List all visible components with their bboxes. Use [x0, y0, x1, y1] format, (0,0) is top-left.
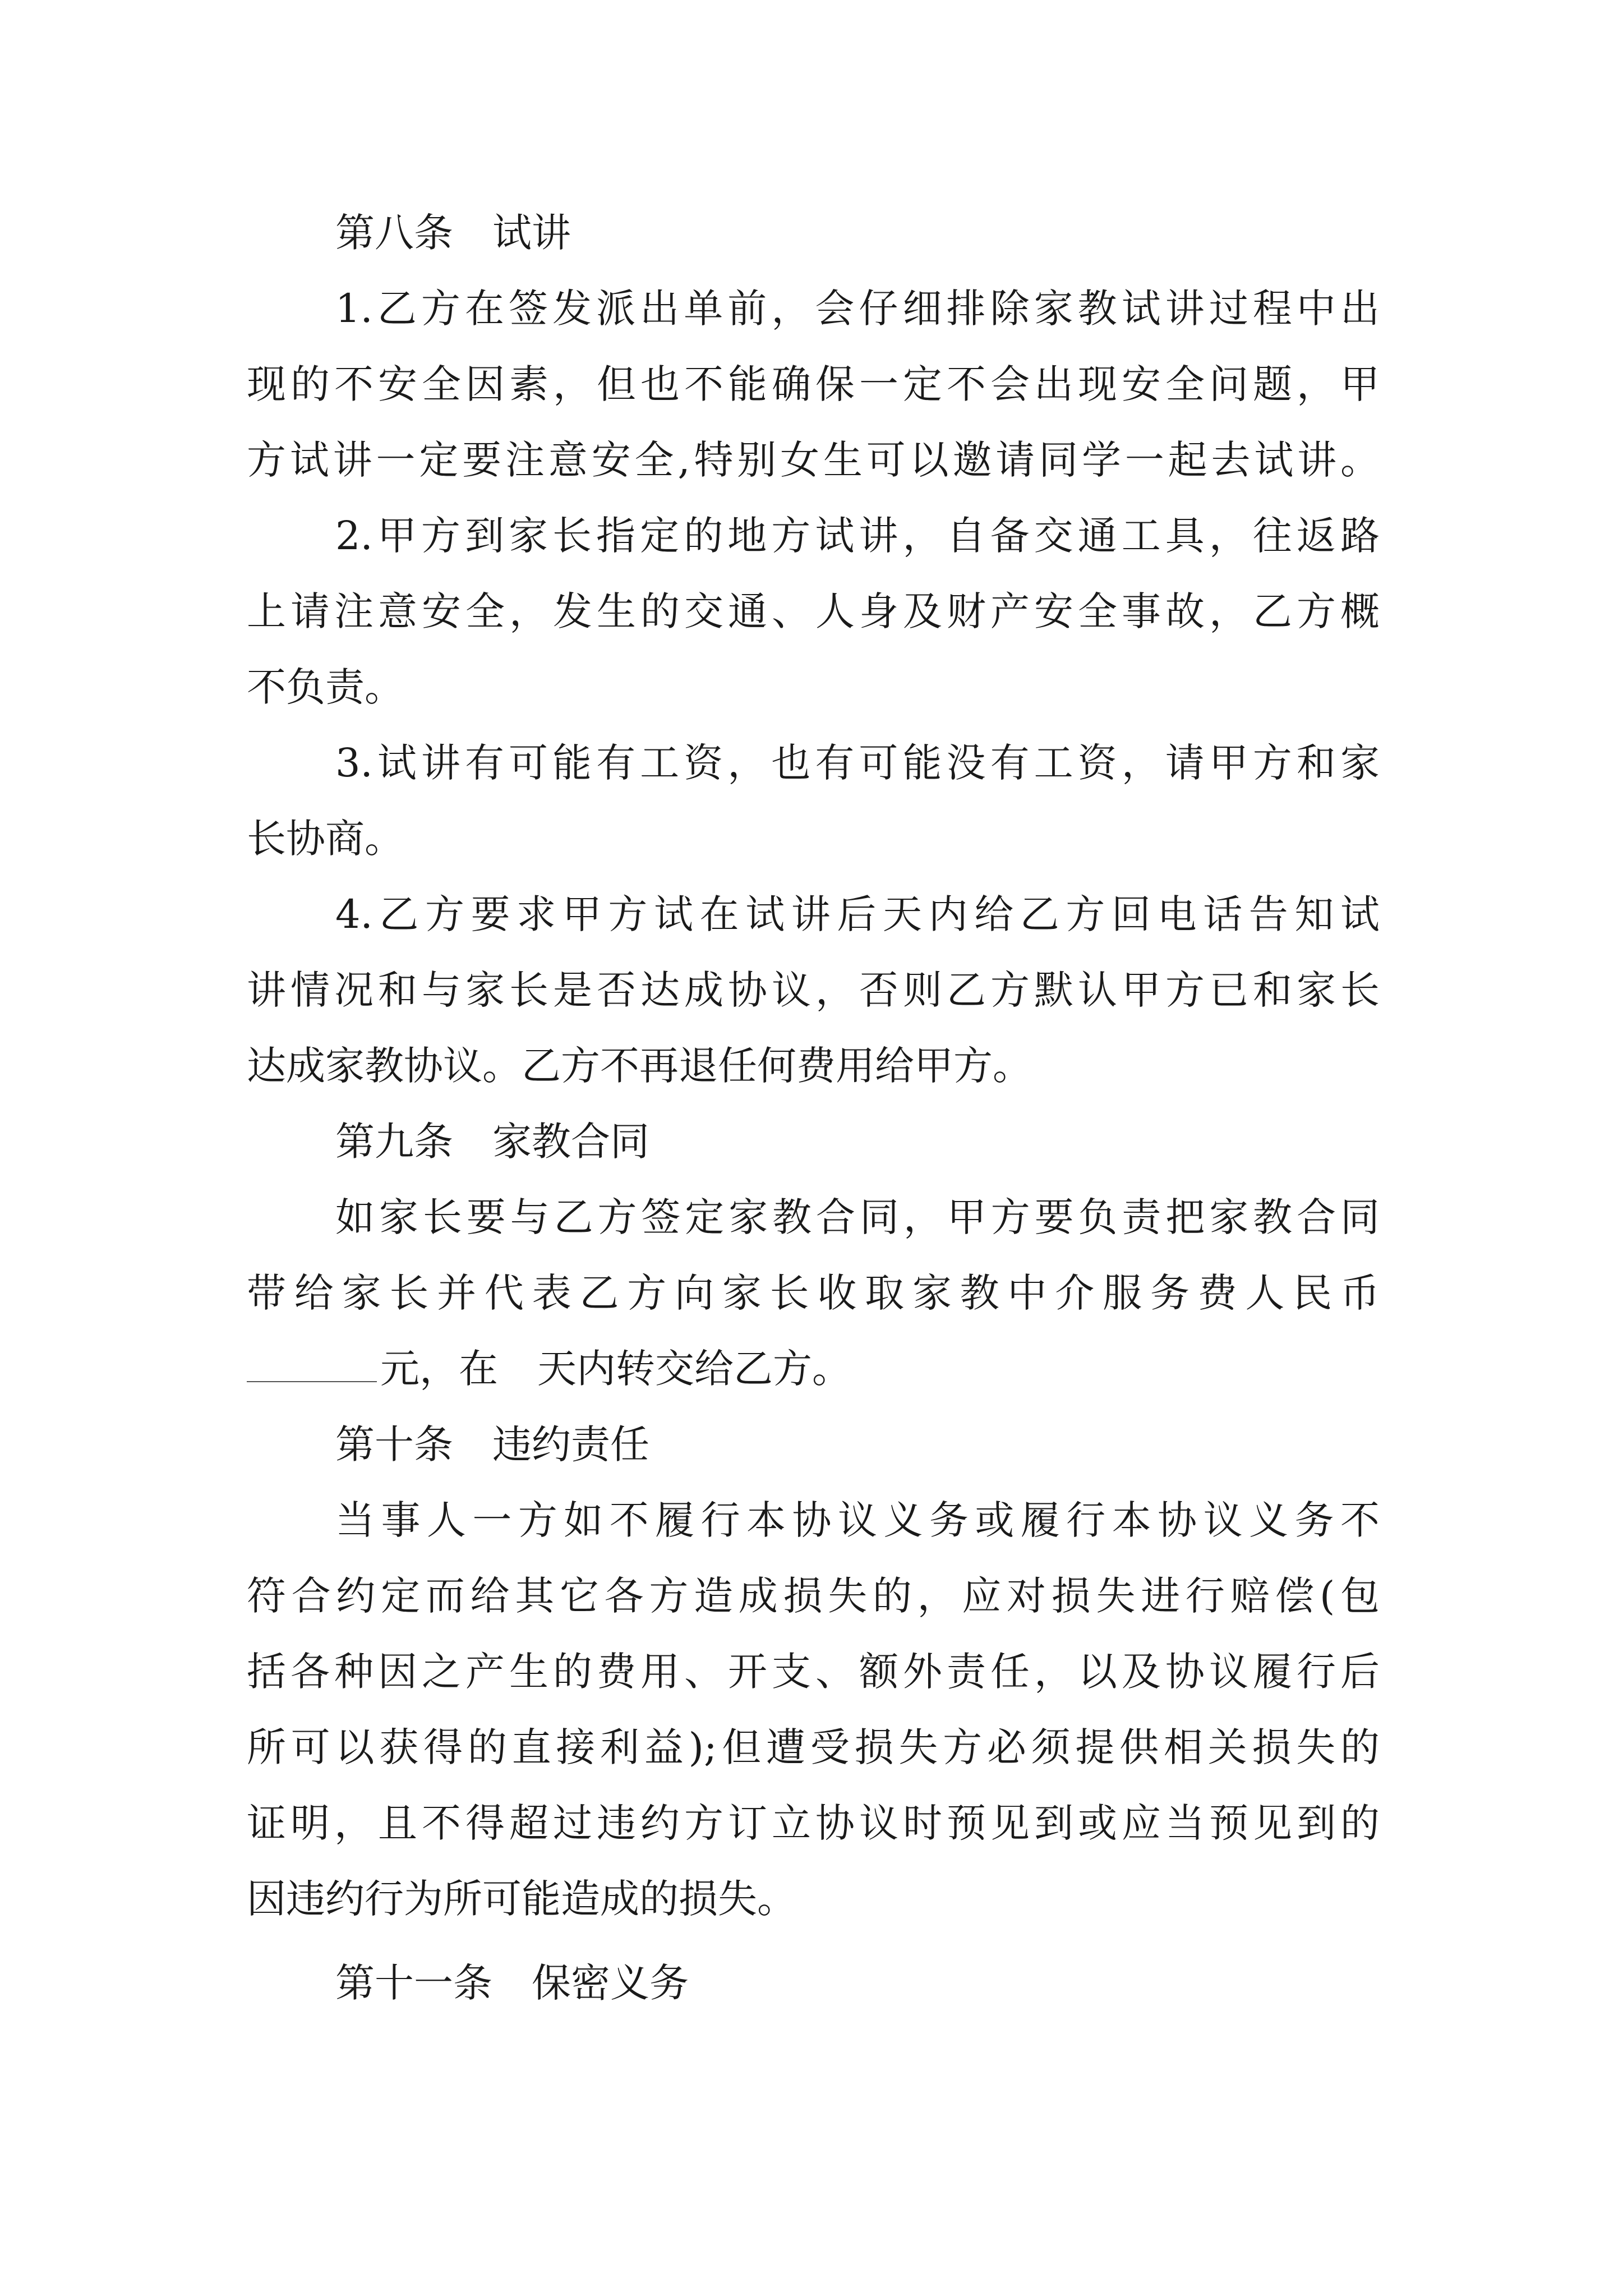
article-8-item-1-line-1: 1.乙方在签发派出单前，会仔细排除家教试讲过程中出 [335, 286, 1380, 332]
article-8-item-4-line-1: 4.乙方要求甲方试在试讲后天内给乙方回电话告知试 [335, 891, 1380, 937]
article-8-heading: 第八条 试讲 [335, 210, 571, 256]
article-8-item-1-line-3: 方试讲一定要注意安全,特别女生可以邀请同学一起去试讲。 [247, 437, 1380, 483]
article-10-line-3: 括各种因之产生的费用、开支、额外责任，以及协议履行后 [247, 1649, 1380, 1695]
article-8-item-1-line-2: 现的不安全因素，但也不能确保一定不会出现安全问题，甲 [247, 361, 1380, 407]
article-9-line-3-text-a: 元，在 [380, 1346, 498, 1392]
article-10-line-2: 符合约定而给其它各方造成损失的，应对损失进行赔偿(包 [247, 1573, 1380, 1619]
article-8-item-3-line-1: 3.试讲有可能有工资，也有可能没有工资，请甲方和家 [335, 740, 1380, 786]
article-9-heading: 第九条 家教合同 [335, 1119, 649, 1165]
article-10-line-4: 所可以获得的直接利益);但遭受损失方必须提供相关损失的 [247, 1724, 1380, 1770]
article-8-item-4-line-2: 讲情况和与家长是否达成协议，否则乙方默认甲方已和家长 [247, 967, 1380, 1013]
article-8-item-2-line-2: 上请注意安全，发生的交通、人身及财产安全事故，乙方概 [247, 588, 1380, 634]
article-9-line-2: 带给家长并代表乙方向家长收取家教中介服务费人民币 [247, 1270, 1380, 1316]
article-10-heading: 第十条 违约责任 [335, 1421, 649, 1467]
article-11-heading: 第十一条 保密义务 [335, 1960, 689, 2006]
article-9-line-1: 如家长要与乙方签定家教合同，甲方要负责把家教合同 [335, 1194, 1380, 1240]
article-10-line-1: 当事人一方如不履行本协议义务或履行本协议义务不 [335, 1497, 1380, 1543]
article-10-line-6: 因违约行为所可能造成的损失。 [247, 1876, 796, 1922]
article-8-item-2-line-1: 2.甲方到家长指定的地方试讲，自备交通工具，往返路 [335, 513, 1380, 559]
article-9-line-3 [247, 1343, 851, 1394]
fee-amount-blank [247, 1347, 377, 1382]
article-10-line-5: 证明，且不得超过违约方订立协议时预见到或应当预见到的 [247, 1800, 1380, 1846]
article-8-item-4-line-3: 达成家教协议。乙方不再退任何费用给甲方。 [247, 1043, 1032, 1089]
article-8-item-2-line-3: 不负责。 [247, 664, 404, 710]
article-8-item-3-line-2: 长协商。 [247, 816, 404, 862]
article-9-line-3-text-b: 天内转交给乙方。 [537, 1346, 851, 1392]
